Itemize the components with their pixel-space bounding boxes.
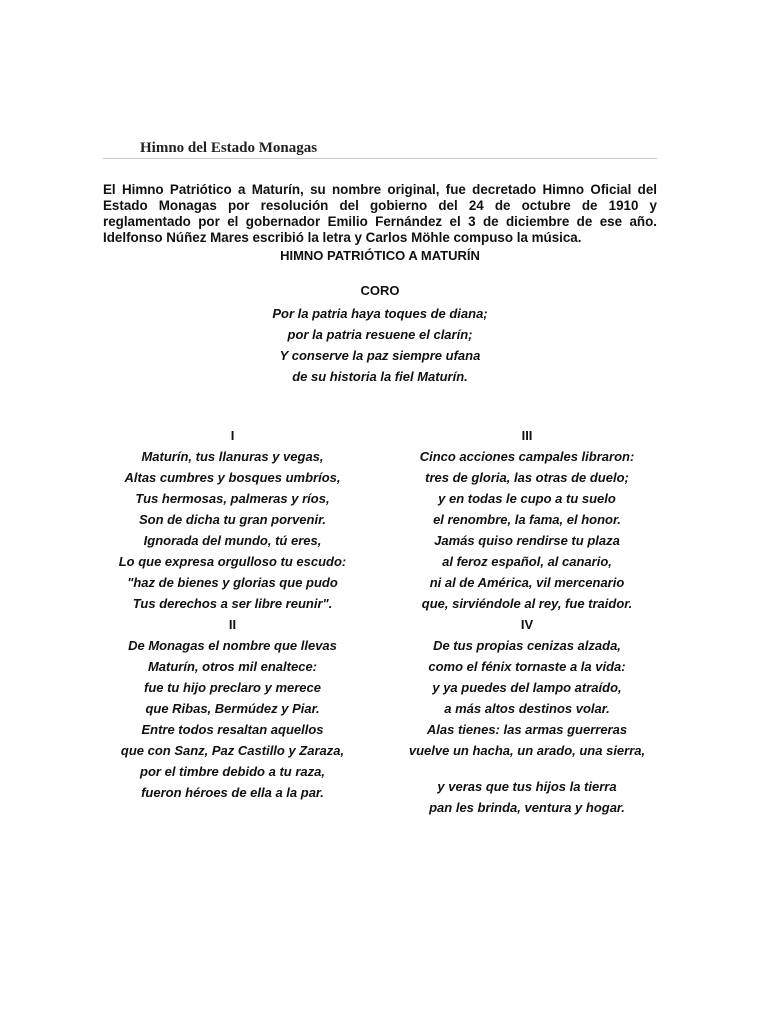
verse-line: Ignorada del mundo, tú eres, [143,533,322,548]
verse-line: y en todas le cupo a tu suelo [438,491,616,506]
verse-line: ni al de América, vil mercenario [429,575,625,590]
verse-line: tres de gloria, las otras de duelo; [425,470,629,485]
verse-line: el renombre, la fama, el honor. [433,512,621,527]
stanza-1 [100,428,365,617]
stanza-numeral: I [230,428,235,443]
stanza-numeral: IV [520,617,534,632]
stanza-numeral: II [228,617,237,632]
verse-line: Tus hermosas, palmeras y ríos, [135,491,330,506]
verse-line: De Monagas el nombre que llevas [128,638,337,653]
hymn-title: HIMNO PATRIÓTICO A MATURÍN [280,248,480,263]
verse-line: Altas cumbres y bosques umbríos, [124,470,341,485]
verse-line: Alas tienes: las armas guerreras [426,722,628,737]
intro-paragraph: El Himno Patriótico a Maturín, su nombre original, fue decretado Himno Oficial del Estado Monagas por resolución del gobierno del 24 de octubre de 1910 y reglamentado por el gobernador Emilio Fernández el 3 de diciembre de ese año. Idelfonso Núñez Mares escribió la letra y Carlos Möhle compuso la música. [103,182,657,245]
verse-line: vuelve un hacha, un arado, una sierra, [408,743,646,758]
verse-line: Cinco acciones campales libraron: [419,449,635,464]
verse-list [100,449,365,617]
coro-line: de su historia la fiel Maturín. [292,369,468,384]
verse-line: que, sirviéndole al rey, fue traidor. [421,596,633,611]
coro-heading: CORO [360,283,400,298]
verse-line: pan les brinda, ventura y hogar. [429,800,625,815]
verse-line: Lo que expresa orgulloso tu escudo: [118,554,347,569]
verse-line: como el fénix tornaste a la vida: [428,659,626,674]
verse-line: Maturín, otros mil enaltece: [147,659,318,674]
verse-line: a más altos destinos volar. [444,701,610,716]
verse-line: fue tu hijo preclaro y merece [143,680,321,695]
verse-line: "haz de bienes y glorias que pudo [127,575,338,590]
verse-line: y ya puedes del lampo atraído, [432,680,622,695]
verse-line: De tus propias cenizas alzada, [433,638,621,653]
coro-line: Y conserve la paz siempre ufana [279,348,481,363]
stanza-2 [100,617,365,806]
verse-line: por el timbre debido a tu raza, [140,764,325,779]
title-divider [103,158,657,159]
coro-line: Por la patria haya toques de diana; [272,306,488,321]
verse-list [392,449,662,617]
verse-line: Maturín, tus llanuras y vegas, [141,449,324,464]
left-column [100,428,365,806]
verse-line: Tus derechos a ser libre reunir". [132,596,333,611]
verse-list [392,638,662,821]
verse-line: Son de dicha tu gran porvenir. [138,512,327,527]
coro-verses [103,303,657,387]
verse-line: Entre todos resaltan aquellos [141,722,324,737]
coro-line: por la patria resuene el clarín; [287,327,473,342]
page-title: Himno del Estado Monagas [140,140,318,156]
stanza-numeral: III [521,428,533,443]
verse-line: que Ribas, Bermúdez y Piar. [145,701,320,716]
verse-line: al feroz español, al canario, [442,554,612,569]
verse-line: Jamás quiso rendirse tu plaza [434,533,620,548]
verse-line: que con Sanz, Paz Castillo y Zaraza, [120,743,345,758]
stanza-4 [392,617,662,821]
verse-line: y veras que tus hijos la tierra [437,779,617,794]
stanza-3 [392,428,662,617]
verse-line: fueron héroes de ella a la par. [141,785,324,800]
right-column [392,428,662,821]
verse-list [100,638,365,806]
